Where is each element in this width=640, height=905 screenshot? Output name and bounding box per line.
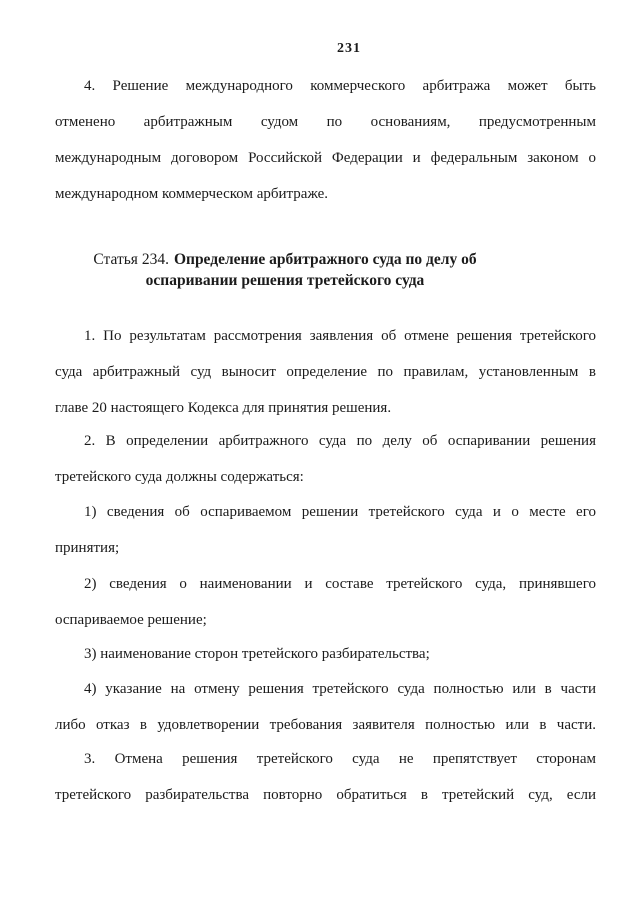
text-line: 3) наименование сторон третейского разбирательства;: [84, 646, 430, 662]
text-line: либо отказ в удовлетворении требования заявителя полностью или в части.: [55, 717, 596, 733]
list-item-2: [55, 566, 596, 638]
text-line: международным договором Российской Федерации и федеральным законом о: [55, 150, 596, 166]
text-line: третейского суда должны содержаться:: [55, 469, 304, 485]
list-item-4: [55, 671, 596, 743]
article-title-line2: оспаривании решения третейского суда: [145, 272, 425, 289]
article-heading: [55, 249, 515, 291]
list-item-1: [55, 494, 596, 566]
text-line: 2) сведения о наименовании и составе третейского суда, принявшего: [84, 576, 596, 592]
text-line: суда арбитражный суд выносит определение по правилам, установленным в: [55, 364, 596, 380]
text-line: международном коммерческом арбитраже.: [55, 186, 329, 202]
paragraph-1: [55, 318, 596, 426]
article-title-line1: Определение арбитражного суда по делу об: [173, 251, 477, 268]
text-line: главе 20 настоящего Кодекса для принятия решения.: [55, 400, 392, 416]
paragraph-4: [55, 68, 596, 212]
list-item-3: [55, 636, 596, 672]
text-line: 3. Отмена решения третейского суда не препятствует сторонам: [84, 751, 596, 767]
text-line: 1. По результатам рассмотрения заявления об отмене решения третейского: [84, 328, 596, 344]
article-heading-line: [55, 249, 515, 270]
text-line: принятия;: [55, 540, 120, 556]
text-line: третейского разбирательства повторно обратиться в третейский суд, если: [55, 787, 596, 803]
text-line: 4. Решение международного коммерческого арбитража может быть: [84, 78, 596, 94]
paragraph-3: [55, 741, 596, 813]
article-number: Статья 234.: [93, 251, 169, 268]
text-line: 2. В определении арбитражного суда по делу об оспаривании решения: [84, 433, 596, 449]
document-content: [55, 68, 596, 813]
text-line: 1) сведения об оспариваемом решении третейского суда и о месте его: [84, 504, 596, 520]
paragraph-2: [55, 423, 596, 495]
text-line: 4) указание на отмену решения третейского суда полностью или в части: [84, 681, 596, 697]
text-line: оспариваемое решение;: [55, 612, 207, 628]
page-number: 231: [337, 41, 361, 56]
text-line: отменено арбитражным судом по основаниям, предусмотренным: [55, 114, 596, 130]
